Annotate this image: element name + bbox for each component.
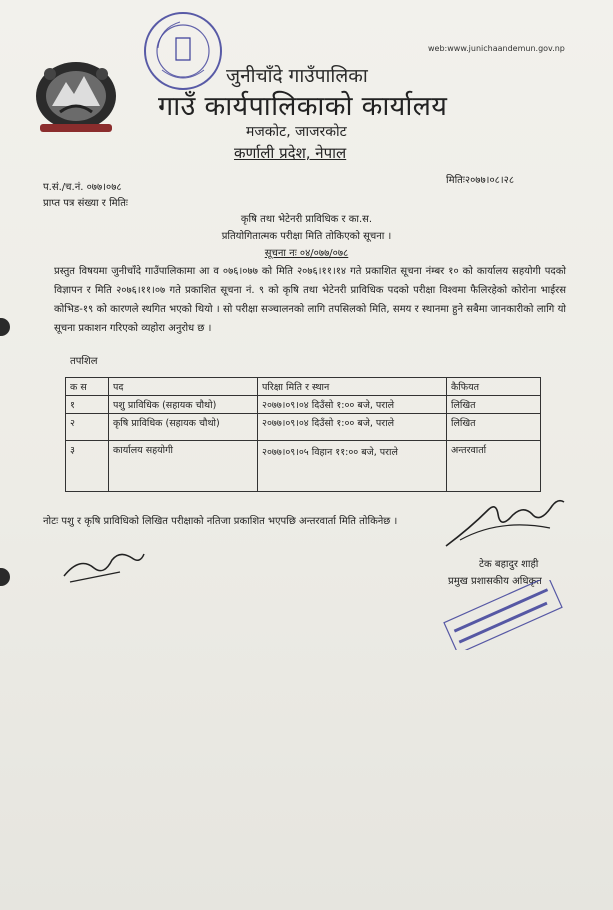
website-url: web:www.junichaandemun.gov.np <box>428 44 565 53</box>
header-remarks: कैफियत <box>447 378 541 396</box>
municipality-name: जुनीचाँदे गाउँपालिका <box>226 65 368 87</box>
cell-post: कार्यालय सहयोगी <box>109 441 258 492</box>
letter-date: मितिः२०७७।०८।२८ <box>446 175 515 186</box>
cell-serial: १ <box>66 396 109 414</box>
footnote: नोटः पशु र कृषि प्राविधिको लिखित परीक्षाको नतिजा प्रकाशित भएपछि अन्तरवार्ता मिति तोकिनेछ । <box>43 516 398 527</box>
cell-date-place: २०७७।०९।०४ दिउँसो १:०० बजे, पराले <box>258 414 447 441</box>
office-seal-stamp <box>140 8 226 94</box>
province-name: कर्णाली प्रदेश, नेपाल <box>234 144 347 162</box>
table-row <box>66 414 541 441</box>
signature-officer <box>440 488 570 552</box>
cell-post: पशु प्राविधिक (सहायक चौथो) <box>109 396 258 414</box>
signatory-title: प्रमुख प्रशासकीय अधिकृत <box>448 576 542 587</box>
notice-body: प्रस्तुत विषयमा जुनीचाँदे गाउँपालिकामा आ व ०७६।०७७ को मिति २०७६।११।१४ गते प्रकाशित सूचना नंम्बर १० को कार्यालय सहयोगी पदको विज्ञापन र मिति २०७६।११।०७ गते प्रकाशित सूचना नं. ९ को कृषि तथा भेटेनरी प्राविधिक पदको परीक्षा विश्वमा फैलिरहेको कोरोना भाईरस कोभिड-१९ को कारणले स्थगित भएको थियो । सो परीक्षा सञ्चालनको लागि तपसिलको मिति, समय र स्थानमा हुने सबैमा जानकारीको लागि यो सूचना प्रकाशन गरिएको व्यहोरा अनुरोध छ । <box>54 266 566 334</box>
details-heading: तपशिल <box>70 356 98 367</box>
subject-line-1: कृषि तथा भेटेनरी प्राविधिक र का.स. <box>240 214 373 225</box>
header-date-place: परिक्षा मिति र स्थान <box>258 378 447 396</box>
signatory-name: टेक बहादुर शाही <box>479 559 539 570</box>
reference-number: प.सं./च.नं. ०७७।०७८ <box>43 182 122 193</box>
signature-initial <box>60 546 146 586</box>
signatory-rubber-stamp <box>438 580 568 650</box>
cell-date-place: २०७७।०९।०४ दिउँसो १:०० बजे, पराले <box>258 396 447 414</box>
cell-post: कृषि प्राविधिक (सहायक चौथो) <box>109 414 258 441</box>
office-title: गाउँ कार्यपालिकाको कार्यालय <box>158 91 448 122</box>
exam-schedule-table <box>65 377 541 492</box>
cell-date-place: २०७७।०९।०५ विहान ११:०० बजे, पराले <box>258 441 447 492</box>
table-header-row <box>66 378 541 396</box>
cell-remarks: लिखित <box>447 396 541 414</box>
nepal-emblem-logo <box>30 52 122 136</box>
subject-line-2: प्रतियोगितात्मक परीक्षा मिति तोकिएको सूचना । <box>221 231 392 242</box>
header-serial: क स <box>66 378 109 396</box>
cell-serial: २ <box>66 414 109 441</box>
table-row <box>66 396 541 414</box>
office-address: मजकोट, जाजरकोट <box>246 124 347 140</box>
received-letter-info: प्राप्त पत्र संख्या र मितिः <box>43 198 128 209</box>
cell-remarks: अन्तरवार्ता <box>447 441 541 492</box>
header-post: पद <box>109 378 258 396</box>
notice-number: सूचना नः ०४/०७७/०७८ <box>264 248 349 259</box>
cell-serial: ३ <box>66 441 109 492</box>
table-row <box>66 441 541 492</box>
cell-remarks: लिखित <box>447 414 541 441</box>
